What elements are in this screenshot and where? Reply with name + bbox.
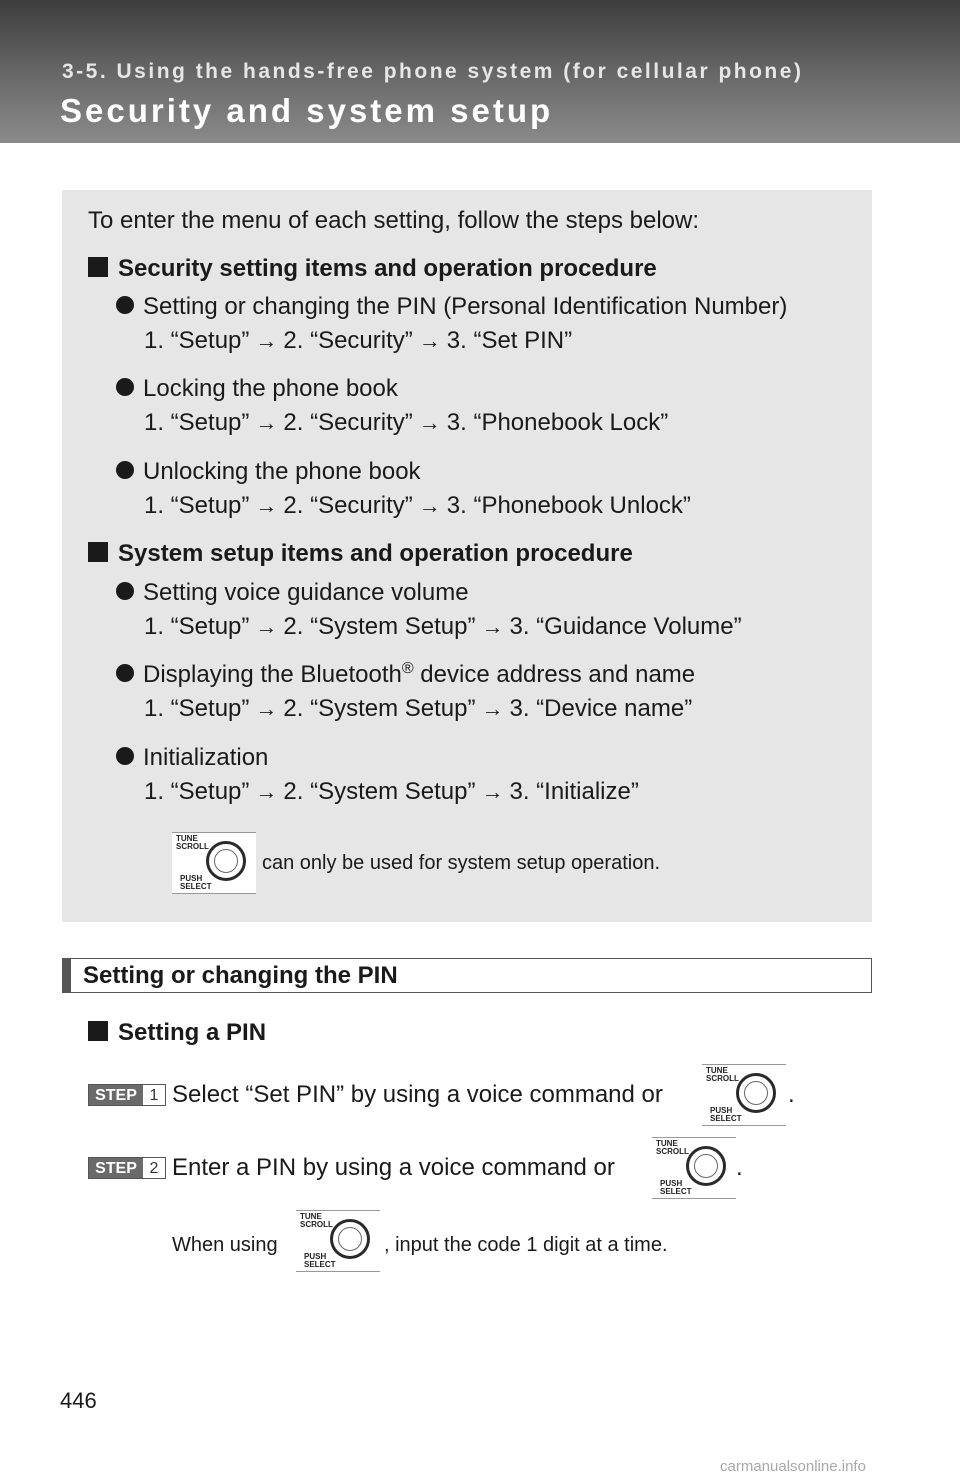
unlock-path: 1. “Setup” → 2. “Security” → 3. “Phonebook Unlock” [144,492,691,519]
arrow-right-icon: → [481,696,504,721]
volume-path: 1. “Setup” → 2. “System Setup” → 3. “Guidance Volume” [144,613,742,640]
square-bullet-icon [88,1021,108,1041]
setting-pin-heading: Setting a PIN [88,1018,266,1048]
unlock-item: Unlocking the phone book [116,457,421,487]
bluetooth-path: 1. “Setup” → 2. “System Setup” → 3. “Device name” [144,695,693,722]
info-box [62,190,872,922]
bluetooth-item: Displaying the Bluetooth® device address and name [116,660,695,690]
pin-item: Setting or changing the PIN (Personal Identification Number) [116,292,787,322]
system-heading: System setup items and operation procedure [88,539,633,569]
arrow-right-icon: → [418,328,441,353]
init-item: Initialization [116,743,268,773]
step-1-text: Select “Set PIN” by using a voice command or [172,1081,663,1108]
circle-bullet-icon [116,747,134,765]
page-number: 446 [60,1388,97,1413]
tune-scroll-knob-icon: TUNE SCROLL PUSH SELECT [702,1064,786,1126]
section-title-bar [62,958,872,993]
step-1-badge: STEP 1 [88,1084,166,1106]
page-header [0,0,960,143]
arrow-right-icon: → [255,410,278,435]
note-post: , input the code 1 digit at a time. [384,1234,668,1256]
pin-path: 1. “Setup” → 2. “Security” → 3. “Set PIN” [144,327,573,354]
intro-text: To enter the menu of each setting, follow the steps below: [88,207,700,234]
chapter-subtitle: 3-5. Using the hands-free phone system (for cellular phone) [62,60,804,83]
step-2-text: Enter a PIN by using a voice command or [172,1154,615,1181]
arrow-right-icon: → [418,493,441,518]
page-title: Security and system setup [60,92,554,129]
circle-bullet-icon [116,664,134,682]
step-1-period: . [788,1081,795,1108]
security-heading: Security setting items and operation procedure [88,254,657,284]
square-bullet-icon [88,257,108,277]
step-2-badge: STEP 2 [88,1157,166,1179]
square-bullet-icon [88,542,108,562]
step-2-period: . [736,1154,743,1181]
tune-scroll-knob-icon: TUNE SCROLL PUSH SELECT [652,1137,736,1199]
tune-scroll-knob-icon: TUNE SCROLL PUSH SELECT [296,1210,380,1272]
watermark: carmanualsonline.info [720,1458,866,1475]
arrow-right-icon: → [255,696,278,721]
init-path: 1. “Setup” → 2. “System Setup” → 3. “Initialize” [144,778,639,805]
arrow-right-icon: → [255,614,278,639]
circle-bullet-icon [116,461,134,479]
lock-item: Locking the phone book [116,374,398,404]
arrow-right-icon: → [255,779,278,804]
lock-path: 1. “Setup” → 2. “Security” → 3. “Phonebook Lock” [144,409,669,436]
arrow-right-icon: → [255,328,278,353]
volume-item: Setting voice guidance volume [116,578,469,608]
tune-scroll-knob-icon: TUNE SCROLL PUSH SELECT [172,832,256,894]
section-title: Setting or changing the PIN [83,962,398,989]
arrow-right-icon: → [481,614,504,639]
circle-bullet-icon [116,378,134,396]
knob-note: can only be used for system setup operation. [262,852,661,874]
circle-bullet-icon [116,582,134,600]
arrow-right-icon: → [481,779,504,804]
arrow-right-icon: → [255,493,278,518]
arrow-right-icon: → [418,410,441,435]
circle-bullet-icon [116,296,134,314]
note-pre: When using [172,1234,278,1256]
